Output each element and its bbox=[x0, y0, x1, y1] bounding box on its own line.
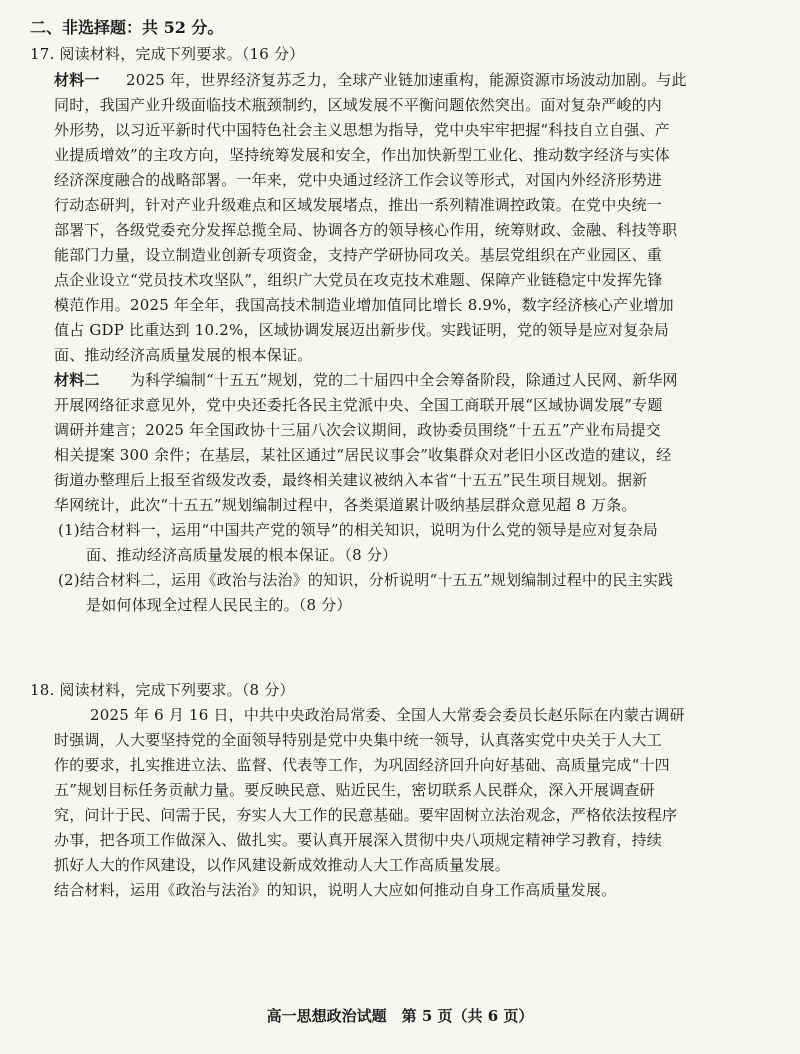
q17-material2-line: 街道办整理后上报至省级发改委，最终相关建议被纳入本省“十五五”民生项目规划。据新 bbox=[54, 471, 648, 489]
q17-material2-label: 材料二 bbox=[54, 371, 100, 389]
q17-material1-line: 经济深度融合的战略部署。一年来，党中央通过经济工作会议等形式，对国内外经济形势进 bbox=[54, 171, 663, 189]
q17-subquestion-2: 是如何体现全过程人民民主的。（8 分） bbox=[86, 596, 352, 614]
q17-subquestion-1: 面、推动经济高质量发展的根本保证。（8 分） bbox=[86, 546, 398, 564]
q17-material1-line: 外形势，以习近平新时代中国特色社会主义思想为指导，党中央牢牢把握“科技自立自强、产 bbox=[54, 121, 670, 139]
q17-material1-line: 模范作用。2025 年全年，我国高技术制造业增加值同比增长 8.9%，数字经济核心产业增加 bbox=[54, 296, 674, 314]
q17-material1-line: 能部门力量，设立制造业创新专项资金，支持产学研协同攻关。基层党组织在产业园区、重 bbox=[54, 246, 663, 264]
q18-title: 18. 阅读材料，完成下列要求。（8 分） bbox=[30, 681, 295, 699]
q17-material1-line: 2025 年，世界经济复苏乏力，全球产业链加速重构，能源资源市场波动加剧。与此 bbox=[126, 71, 687, 89]
q17-material2-line: 为科学编制“十五五”规划，党的二十届四中全会筹备阶段，除通过人民网、新华网 bbox=[130, 371, 678, 389]
q18-material-line: 办事，把各项工作做深入、做扎实。要认真开展深入贯彻中央八项规定精神学习教育，持续 bbox=[54, 831, 663, 849]
q18-material-line: 2025 年 6 月 16 日，中共中央政治局常委、全国人大常委会委员长赵乐际在内蒙古调研 bbox=[90, 706, 685, 724]
q17-material1-line: 点企业设立“党员技术攻坚队”，组织广大党员在攻克技术难题、保障产业链稳定中发挥先锋 bbox=[54, 271, 663, 289]
q17-material1-line: 部署下，各级党委充分发挥总揽全局、协调各方的领导核心作用，统筹财政、金融、科技等职 bbox=[54, 221, 678, 239]
q17-material2-line: 开展网络征求意见外，党中央还委托各民主党派中央、全国工商联开展“区域协调发展”专题 bbox=[54, 396, 663, 414]
q18-material-line: 究，问计于民、问需于民，夯实人大工作的民意基础。要牢固树立法治观念，严格依法按程序 bbox=[54, 806, 678, 824]
q18-material-line: 抓好人大的作风建设，以作风建设新成效推动人大工作高质量发展。 bbox=[54, 856, 511, 874]
q17-material1-label: 材料一 bbox=[54, 71, 100, 89]
q18-material-line: 时强调，人大要坚持党的全面领导特别是党中央集中统一领导，认真落实党中央关于人大工 bbox=[54, 731, 663, 749]
section-heading: 二、非选择题：共 52 分。 bbox=[30, 18, 224, 37]
q17-material2-line: 调研并建言；2025 年全国政协十三届八次会议期间，政协委员围绕“十五五”产业布局提交 bbox=[54, 421, 661, 439]
q17-material1-line: 面、推动经济高质量发展的根本保证。 bbox=[54, 346, 313, 364]
page-footer: 高一思想政治试题 第 5 页（共 6 页） bbox=[266, 1007, 534, 1025]
q17-material1-line: 行动态研判，针对产业升级难点和区域发展堵点，推出一系列精准调控政策。在党中央统一 bbox=[54, 196, 663, 214]
q18-material-line: 五”规划目标任务贡献力量。要反映民意、贴近民生，密切联系人民群众，深入开展调查研 bbox=[54, 781, 655, 799]
q17-material2-line: 华网统计，此次“十五五”规划编制过程中，各类渠道累计吸纳基层群众意见超 8 万条。 bbox=[54, 496, 637, 514]
q17-title: 17. 阅读材料，完成下列要求。（16 分） bbox=[30, 45, 305, 63]
q17-material2-line: 相关提案 300 余件；在基层，某社区通过“居民议事会”收集群众对老旧小区改造的建议，经 bbox=[54, 446, 672, 464]
q18-material-line: 作的要求，扎实推进立法、监督、代表等工作，为巩固经济回升向好基础、高质量完成“十四 bbox=[54, 756, 670, 774]
q18-question: 结合材料，运用《政治与法治》的知识，说明人大应如何推动自身工作高质量发展。 bbox=[54, 881, 617, 899]
q17-material1-line: 值占 GDP 比重达到 10.2%，区域协调发展迈出新步伐。实践证明，党的领导是应对复杂局 bbox=[54, 321, 670, 339]
q17-material1-line: 同时，我国产业升级面临技术瓶颈制约，区域发展不平衡问题依然突出。面对复杂严峻的内 bbox=[54, 96, 663, 114]
q17-material1-line: 业提质增效”的主攻方向，坚持统筹发展和安全，作出加快新型工业化、推动数字经济与实体 bbox=[54, 146, 670, 164]
q17-subquestion-1: (1)结合材料一，运用“中国共产党的领导”的相关知识，说明为什么党的领导是应对复杂局 bbox=[58, 521, 658, 539]
q17-subquestion-2: (2)结合材料二，运用《政治与法治》的知识，分析说明“十五五”规划编制过程中的民主实践 bbox=[58, 571, 674, 589]
